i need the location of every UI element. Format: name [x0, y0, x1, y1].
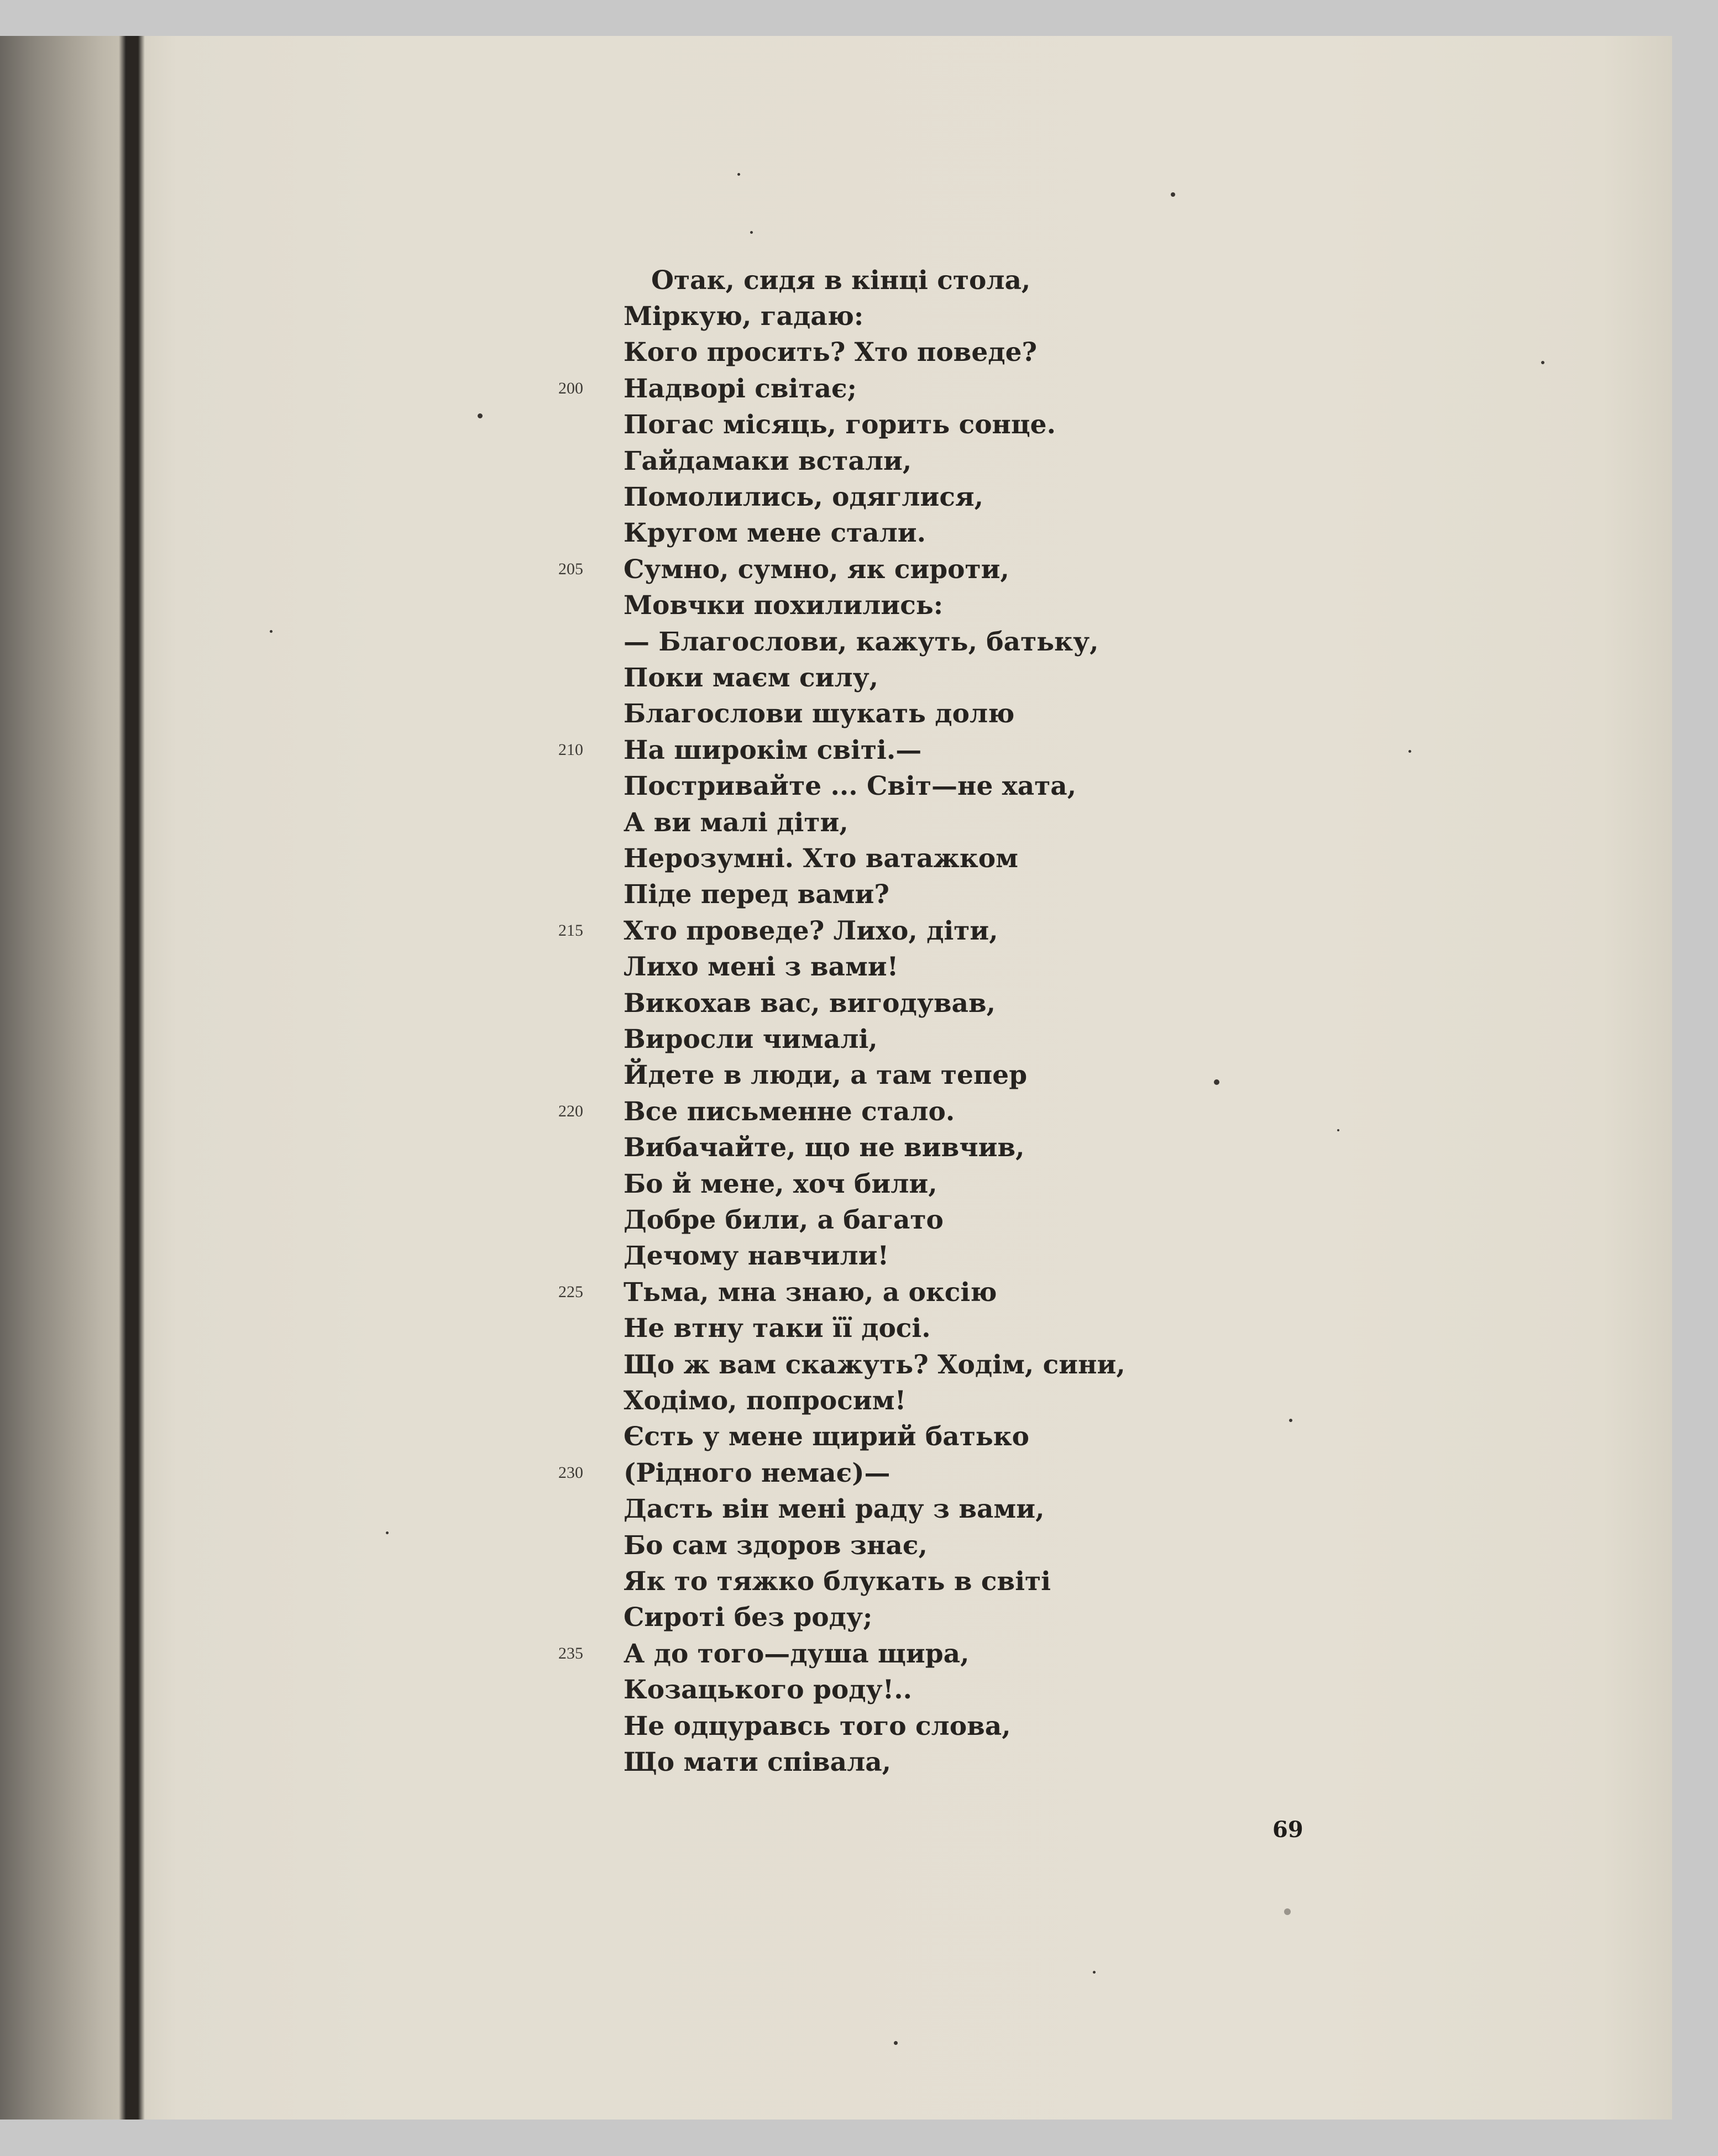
ink-speck: [478, 413, 483, 418]
ink-speck: [737, 173, 740, 176]
line-number: 230: [558, 1463, 583, 1482]
poem-line: А ви малі діти,: [624, 807, 848, 838]
ink-speck: [386, 1531, 389, 1534]
line-number: 235: [558, 1644, 583, 1662]
ink-speck: [1541, 361, 1544, 364]
line-number: 205: [558, 560, 583, 578]
book-spine-shadow: [126, 36, 138, 2120]
poem-line: — Благослови, кажуть, батьку,: [624, 627, 1099, 657]
poem-line: Козацького роду!..: [624, 1675, 912, 1705]
line-number: 210: [558, 741, 583, 759]
poem-line: Сироті без роду;: [624, 1602, 873, 1633]
poem-line: Постривайте ... Світ—не хата,: [624, 771, 1077, 801]
poem-line: Добре били, а багато: [624, 1205, 944, 1235]
poem-line: Отак, сидя в кінці стола,: [651, 265, 1031, 296]
poem-line: Як то тяжко блукать в світі: [624, 1566, 1051, 1597]
poem-line: Міркую, гадаю:: [624, 301, 864, 332]
ink-speck: [894, 2041, 898, 2045]
poem-line: Не одцуравсь того слова,: [624, 1711, 1011, 1741]
line-number: 220: [558, 1102, 583, 1120]
poem-line: (Рідного немає)—: [624, 1458, 891, 1488]
poem-line: Нерозумні. Хто ватажком: [624, 843, 1018, 874]
ink-speck: [750, 231, 753, 234]
poem-line: Ходімо, попросим!: [624, 1386, 907, 1416]
poem-line: Вибачайте, що не вивчив,: [624, 1132, 1025, 1163]
poem-line: Бо й мене, хоч били,: [624, 1169, 937, 1199]
line-number: 200: [558, 379, 583, 397]
line-number: 225: [558, 1283, 583, 1301]
ink-speck: [1171, 192, 1175, 197]
poem-line: Поки маєм силу,: [624, 663, 879, 693]
poem-line: Дасть він мені раду з вами,: [624, 1494, 1045, 1524]
poem-line: Помолились, одяглися,: [624, 482, 984, 512]
poem-line: Погас місяць, горить сонце.: [624, 410, 1056, 440]
poem-line: Мовчки похилились:: [624, 590, 944, 621]
poem-line: Кругом мене стали.: [624, 518, 926, 548]
poem-line: Викохав вас, вигодував,: [624, 988, 996, 1019]
ink-speck: [1337, 1129, 1339, 1131]
line-number: 215: [558, 921, 583, 940]
poem-line: Єсть у мене щирий батько: [624, 1421, 1030, 1452]
poem-line: Що ж вам скажуть? Ходім, сини,: [624, 1350, 1125, 1380]
poem-line: А до того—душа щира,: [624, 1639, 970, 1669]
page-number: 69: [1272, 1817, 1303, 1843]
poem-line: Виросли чималі,: [624, 1024, 878, 1055]
ink-speck: [1214, 1079, 1219, 1085]
ink-speck: [1408, 750, 1411, 753]
poem-line: Благослови шукать долю: [624, 699, 1015, 729]
poem-line: Хто проведе? Лихо, діти,: [624, 916, 998, 946]
ink-speck: [1093, 1971, 1096, 1974]
poem-line: Йдете в люди, а там тепер: [624, 1060, 1028, 1090]
poem-line: Лихо мені з вами!: [624, 952, 899, 982]
poem-line: Гайдамаки встали,: [624, 446, 912, 476]
ink-speck: [270, 630, 273, 633]
poem-line: Бо сам здоров знає,: [624, 1530, 928, 1561]
poem-line: Піде перед вами?: [624, 879, 889, 910]
poem-line: Не втну таки її досі.: [624, 1313, 931, 1344]
poem-line: Сумно, сумно, як сироти,: [624, 554, 1009, 585]
poem-line: Що мати співала,: [624, 1747, 892, 1777]
poem-line: Дечому навчили!: [624, 1241, 889, 1271]
poem-line: Все письменне стало.: [624, 1097, 955, 1127]
poem-line: Кого просить? Хто поведе?: [624, 337, 1038, 368]
ink-speck: [1289, 1419, 1292, 1422]
poem-line: Тьма, мна знаю, а оксію: [624, 1277, 997, 1308]
poem-line: Надворі світає;: [624, 374, 857, 404]
ink-speck: [1284, 1908, 1291, 1915]
poem-line: На широкім світі.—: [624, 735, 922, 765]
